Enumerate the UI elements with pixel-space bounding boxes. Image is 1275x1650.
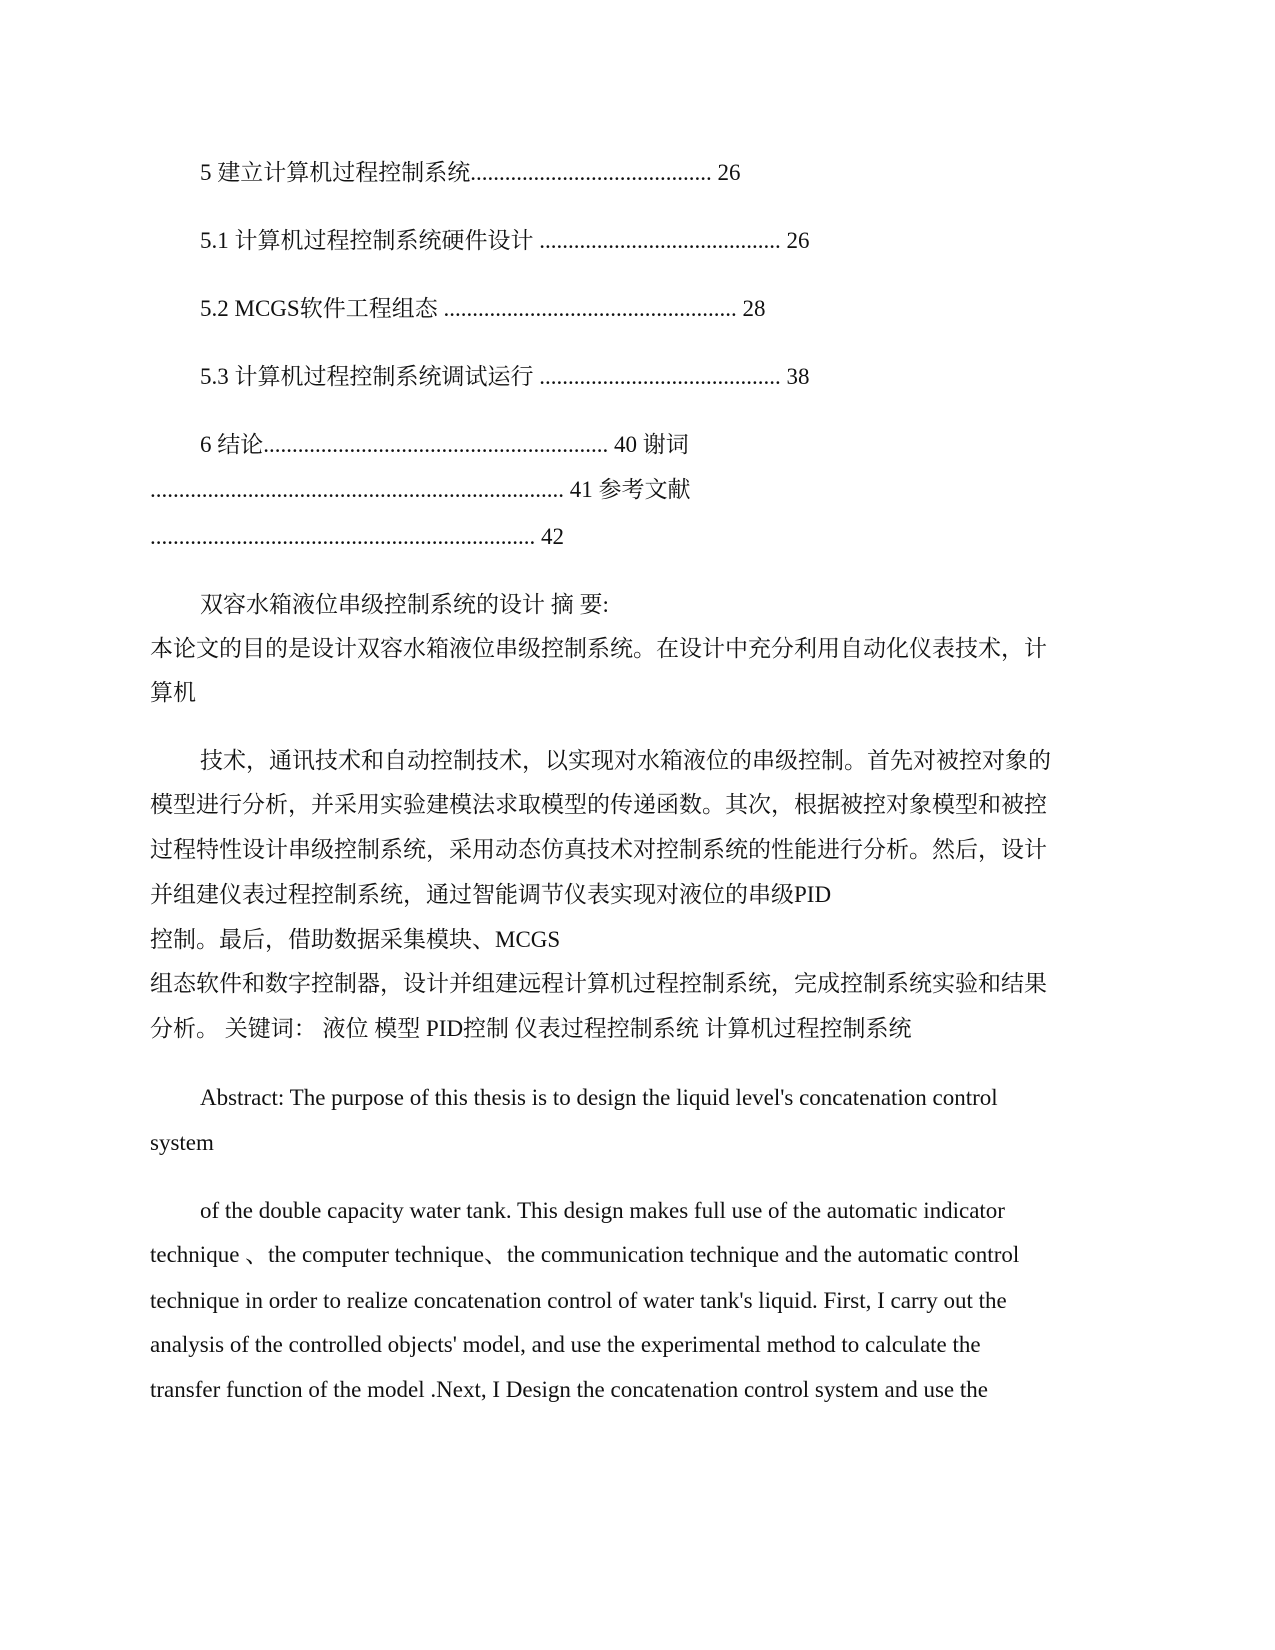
cn-abstract-line: 并组建仪表过程控制系统，通过智能调节仪表实现对液位的串级PID [150, 882, 832, 907]
cn-abstract-line: 算机 [150, 680, 196, 705]
cn-abstract-line: 组态软件和数字控制器，设计并组建远程计算机过程控制系统，完成控制系统实验和结果 [150, 971, 1047, 996]
en-abstract-line: Abstract: The purpose of this thesis is to design the liquid level's concatenation control [200, 1085, 998, 1110]
en-abstract-line: transfer function of the model .Next, I Design the concatenation control system and use the [150, 1377, 988, 1402]
en-abstract-line: analysis of the controlled objects' model, and use the experimental method to calculate the [150, 1332, 981, 1357]
cn-abstract-line: 控制。最后，借助数据采集模块、MCGS [150, 927, 561, 952]
toc-entry-acknowledgements: ........................................................................ 41 参考文献 [150, 477, 691, 502]
toc-entry-5-1: 5.1 计算机过程控制系统硬件设计 .......................................... 26 [200, 228, 810, 253]
cn-abstract-line: 模型进行分析，并采用实验建模法求取模型的传递函数。其次，根据被控对象模型和被控 [150, 792, 1047, 817]
toc-entry-5-2: 5.2 MCGS软件工程组态 ................................................... 28 [200, 296, 766, 321]
en-abstract-line: of the double capacity water tank. This design makes full use of the automatic indicator [200, 1198, 1005, 1223]
cn-abstract-line: 本论文的目的是设计双容水箱液位串级控制系统。在设计中充分利用自动化仪表技术，计 [150, 636, 1047, 661]
abstract-title: 双容水箱液位串级控制系统的设计 摘 要: [200, 592, 609, 617]
toc-entry-5-3: 5.3 计算机过程控制系统调试运行 .......................................... 38 [200, 364, 810, 389]
toc-entry-references: ................................................................... 42 [150, 524, 564, 549]
cn-keywords-line: 分析。 关键词： 液位 模型 PID控制 仪表过程控制系统 计算机过程控制系统 [150, 1016, 912, 1041]
en-abstract-line: system [150, 1130, 214, 1155]
toc-entry-6: 6 结论............................................................ 40 谢词 [200, 432, 689, 457]
cn-abstract-line: 过程特性设计串级控制系统，采用动态仿真技术对控制系统的性能进行分析。然后，设计 [150, 837, 1047, 862]
toc-entry-5: 5 建立计算机过程控制系统.......................................... 26 [200, 160, 741, 185]
cn-abstract-line: 技术，通讯技术和自动控制技术，以实现对水箱液位的串级控制。首先对被控对象的 [200, 748, 1051, 773]
en-abstract-line: technique 、the computer technique、the communication technique and the automatic control [150, 1242, 1020, 1267]
en-abstract-line: technique in order to realize concatenation control of water tank's liquid. First, I carry out the [150, 1288, 1007, 1313]
